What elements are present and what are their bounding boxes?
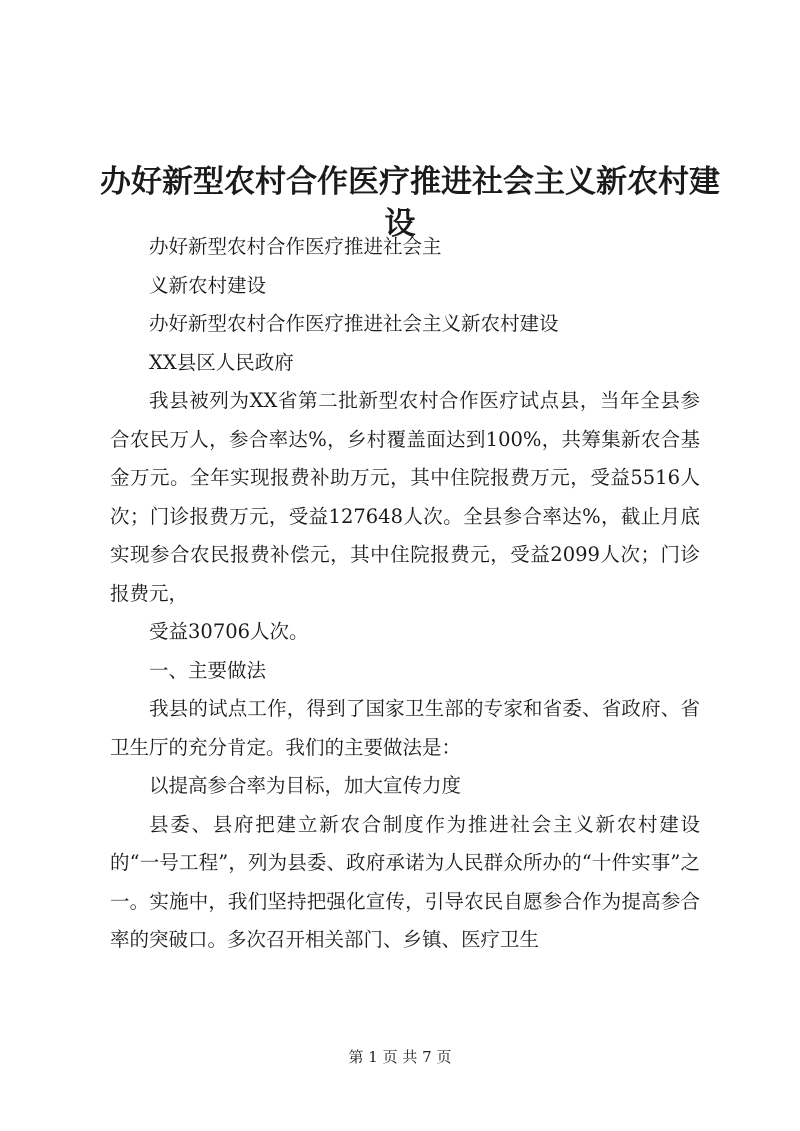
paragraph-subtitle-part1: 办好新型农村合作医疗推进社会主: [149, 235, 442, 258]
document-body: [110, 228, 700, 960]
section-heading-main-practices: 一、主要做法: [149, 658, 267, 682]
subheading-publicity: 以提高参合率为目标，加大宣传力度: [149, 774, 462, 797]
title-line-2: 设: [384, 205, 416, 242]
paragraph-pilot-work: 我县的试点工作，得到了国家卫生部的专家和省委、省政府、省卫生厅的充分肯定。我们的主要做法是：: [110, 697, 700, 759]
paragraph-subtitle-full: 办好新型农村合作医疗推进社会主义新农村建设: [149, 312, 559, 335]
page-number-footer: 第 1 页 共 7 页: [348, 1048, 452, 1066]
paragraph-author: XX县区人民政府: [149, 350, 294, 374]
paragraph-subtitle-part2: 义新农村建设: [149, 273, 267, 297]
paragraph-county-measures: 县委、县府把建立新农合制度作为推进社会主义新农村建设的“一号工程”，列为县委、政府承诺为人民群众所办的“十件实事”之一。实施中，我们坚持把强化宣传，引导农民自愿参合作为提高参合率的突破口。多次召开相关部门、乡镇、医疗卫生: [110, 812, 700, 951]
paragraph-overview: 我县被列为XX省第二批新型农村合作医疗试点县，当年全县参合农民万人，参合率达%，乡村覆盖面达到100%，共筹集新农合基金万元。全年实现报费补助万元，其中住院报费万元，受益5516人次；门诊报费万元，受益127648人次。全县参合率达%，截止月底实现参合农民报费补偿元，其中住院报费元，受益2099人次；门诊报费元，: [110, 389, 700, 605]
title-line-1: 办好新型农村合作医疗推进社会主义新农村建: [100, 163, 720, 200]
paragraph-outpatient: 受益30706人次。: [149, 620, 309, 643]
